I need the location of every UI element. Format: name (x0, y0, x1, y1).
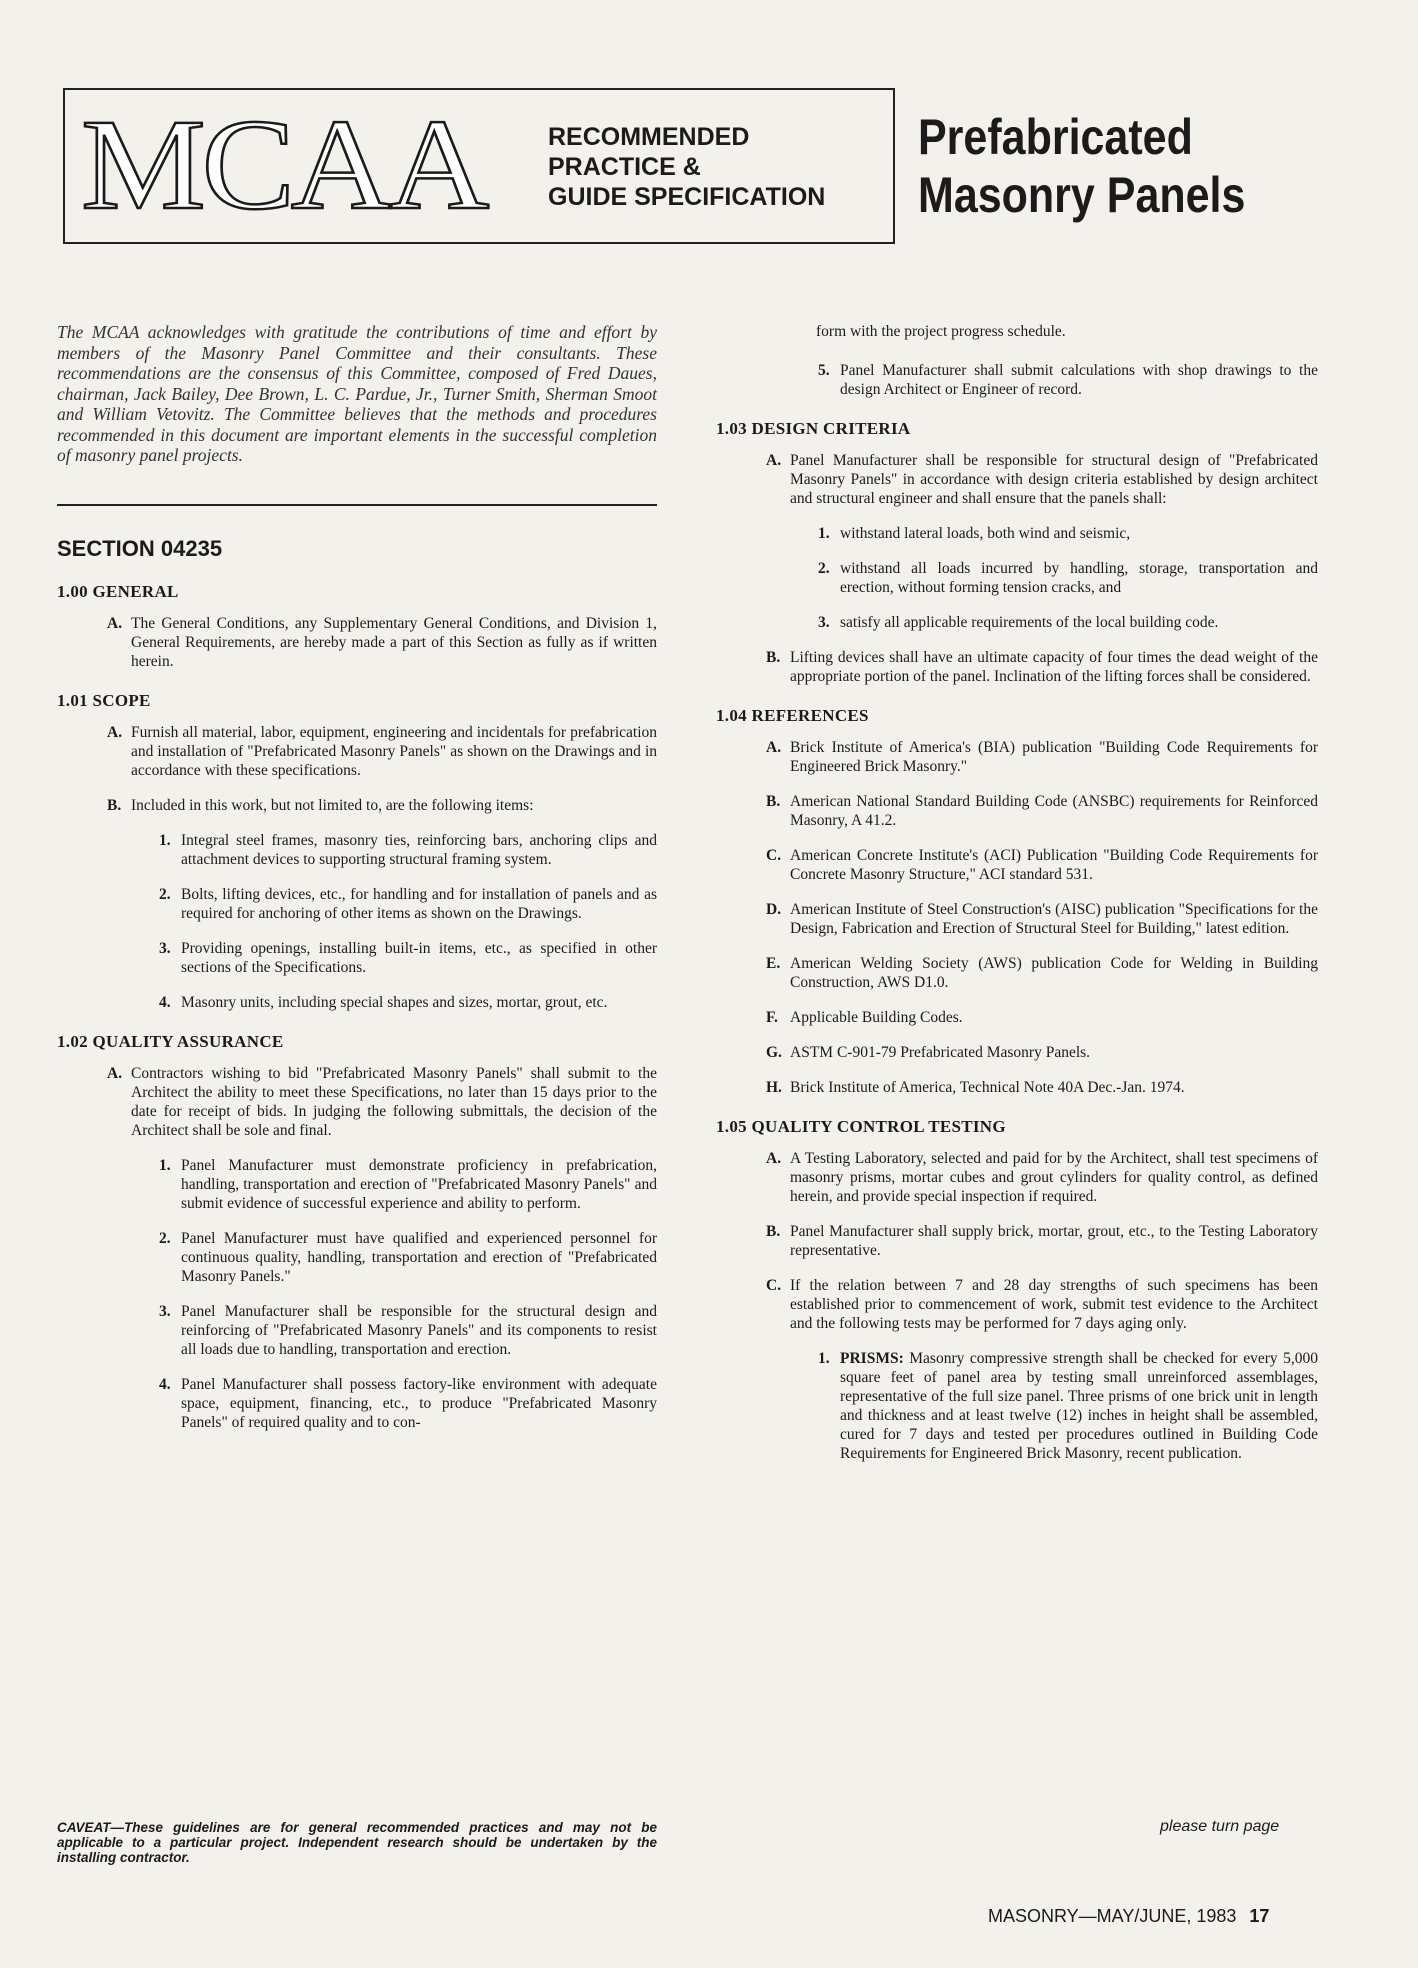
tagline (548, 122, 825, 212)
list-item (57, 1156, 657, 1213)
item-text: Brick Institute of America, Technical Note 40A Dec.-Jan. 1974. (790, 1079, 1185, 1096)
item-marker: A. (766, 739, 782, 756)
heading-quality-assurance: 1.02 QUALITY ASSURANCE (57, 1031, 284, 1051)
item-marker: B. (766, 649, 781, 666)
item-marker: 1. (818, 1350, 830, 1367)
continued-text: form with the project progress schedule. (816, 323, 1066, 340)
list-item (57, 796, 657, 815)
list-item (716, 613, 1318, 632)
item-marker: 2. (159, 1229, 171, 1247)
item-marker: D. (766, 901, 782, 918)
list-item (716, 1222, 1318, 1260)
list-item (716, 846, 1318, 884)
list-item (716, 1349, 1318, 1463)
intro-paragraph: The MCAA acknowledges with gratitude the contributions of time and effort by members of the Masonry Panel Committee and their consultants. These recommendations are the consensus of this Committee, composed of Fred Daues, chairman, Jack Bailey, Dee Brown, L. C. Pardue, Jr., Turner Smith, Sherman Smoot and William Vetovitz. The Committee believes that the methods and procedures recommended in this document are important elements in the successful completion of masonry panel projects. (57, 322, 657, 465)
item-marker: C. (766, 1277, 782, 1294)
item-text: American National Standard Building Code (ANSBC) requirements for Reinforced Masonry, A 41.2. (790, 793, 1318, 829)
list-item (57, 831, 657, 869)
item-marker: B. (107, 796, 122, 814)
item-text: withstand lateral loads, both wind and seismic, (840, 525, 1131, 542)
item-marker: A. (766, 452, 782, 469)
list-item (57, 993, 657, 1012)
turn-page-note: please turn page (1160, 1818, 1280, 1835)
list-item (57, 1064, 657, 1140)
masthead-box (63, 88, 895, 244)
item-marker: A. (107, 1064, 123, 1082)
heading-references: 1.04 REFERENCES (716, 706, 869, 725)
list-item (716, 792, 1318, 830)
list-item (716, 559, 1318, 597)
title-line: Prefabricated (918, 109, 1193, 165)
item-text: American Institute of Steel Construction's (AISC) publication "Specifications for the Design, Fabrication and Erection of Structural Steel for Building," latest edition. (790, 901, 1318, 937)
page-number: 17 (1249, 1906, 1270, 1926)
list-item (57, 885, 657, 923)
item-text: Panel Manufacturer shall be responsible for the structural design and reinforcing of "Prefabricated Masonry Panels" and its components to resist all loads due to handling, transportation and erection. (181, 1302, 657, 1358)
section-title: SECTION 04235 (57, 535, 223, 561)
item-text: Applicable Building Codes. (790, 1009, 963, 1026)
item-text: American Concrete Institute's (ACI) Publication "Building Code Requirements for Concrete Masonry Structure," ACI standard 531. (790, 847, 1318, 883)
prisms-label: PRISMS: (840, 1350, 904, 1367)
left-column (57, 322, 657, 1448)
item-marker: C. (766, 847, 782, 864)
item-text: American Welding Society (AWS) publication Code for Welding in Building Construction, AWS D1.0. (790, 955, 1318, 991)
item-marker: 3. (159, 1302, 171, 1320)
caveat-note: CAVEAT—These guidelines are for general recommended practices and may not be applicable to a particular project. Independent research should be undertaken by the installing contractor. (57, 1820, 657, 1865)
item-marker: E. (766, 955, 781, 972)
heading-design-criteria: 1.03 DESIGN CRITERIA (716, 419, 911, 438)
list-item (716, 361, 1318, 399)
tagline-line: RECOMMENDED (548, 123, 750, 151)
mcaa-logo: MCAA (81, 93, 486, 237)
list-item (716, 954, 1318, 992)
list-item (716, 900, 1318, 938)
item-text: Panel Manufacturer shall submit calculations with shop drawings to the design Architect or Engineer of record. (840, 362, 1318, 398)
item-text (840, 1349, 1318, 1463)
page-footer (988, 1906, 1269, 1927)
tagline-line: GUIDE SPECIFICATION (548, 183, 826, 211)
item-marker: 4. (159, 1375, 171, 1393)
heading-scope: 1.01 SCOPE (57, 690, 151, 710)
item-text: Panel Manufacturer shall possess factory-like environment with adequate space, equipment, financing, etc., to produce "Prefabricated Masonry Panels" of required quality and to con- (181, 1375, 657, 1431)
prisms-text: Masonry compressive strength shall be checked for every 5,000 square feet of panel area by testing small unreinforced assemblages, representative of the full size panel. Three prisms of one brick unit in length and thickness and at least twelve (12) inches in height shall be assembled, cured for 7 days and tested per procedures outlined in Building Code Requirements for Engineered Brick Masonry, recent publication. (840, 1350, 1319, 1462)
list-item (716, 1149, 1318, 1206)
list-item (716, 1276, 1318, 1333)
list-item (716, 648, 1318, 686)
list-item (716, 451, 1318, 508)
item-marker: 1. (159, 1156, 171, 1174)
item-marker: 4. (159, 993, 171, 1011)
item-text: Contractors wishing to bid "Prefabricated Masonry Panels" shall submit to the Architect the ability to meet these Specifications, no later than 15 days prior to the date for receipt of bids. In judging the following submittals, the decision of the Architect shall be sole and final. (131, 1064, 657, 1139)
heading-quality-control-testing: 1.05 QUALITY CONTROL TESTING (716, 1117, 1006, 1136)
item-text: Furnish all material, labor, equipment, engineering and incidentals for prefabrication and installation of "Prefabricated Masonry Panels" as shown on the Drawings and in accordance with these specifications. (131, 723, 657, 779)
item-text: Panel Manufacturer shall be responsible for structural design of "Prefabricated Masonry Panels" in accordance with design criteria established by design architect and structural engineer and shall ensure that the panels shall: (790, 452, 1318, 507)
list-item (716, 1008, 1318, 1027)
item-text: satisfy all applicable requirements of the local building code. (840, 614, 1219, 631)
item-text: Integral steel frames, masonry ties, reinforcing bars, anchoring clips and attachment devices to supporting structural framing system. (181, 831, 657, 868)
title-line: Masonry Panels (918, 167, 1246, 223)
list-item (57, 1375, 657, 1432)
item-marker: B. (766, 1223, 781, 1240)
item-marker: A. (107, 723, 123, 741)
tagline-line: PRACTICE & (548, 153, 701, 181)
item-marker: A. (107, 614, 123, 632)
item-marker: A. (766, 1150, 782, 1167)
item-marker: 5. (818, 362, 830, 379)
list-item (57, 1229, 657, 1286)
item-marker: 1. (159, 831, 171, 849)
list-item (716, 1043, 1318, 1062)
item-marker: 2. (159, 885, 171, 903)
list-item (57, 939, 657, 977)
item-text: If the relation between 7 and 28 day strengths of such specimens has been established prior to commencement of work, submit test evidence to the Architect and the following tests may be performed for 7 days aging only. (790, 1277, 1318, 1332)
page-title (918, 108, 1245, 224)
list-item (57, 614, 657, 671)
item-text: withstand all loads incurred by handling, storage, transportation and erection, without forming tension cracks, and (840, 560, 1318, 596)
heading-general: 1.00 GENERAL (57, 581, 179, 601)
item-text: ASTM C-901-79 Prefabricated Masonry Panels. (790, 1044, 1091, 1061)
item-text: Masonry units, including special shapes and sizes, mortar, grout, etc. (181, 993, 608, 1011)
item-marker: 3. (159, 939, 171, 957)
list-item (716, 524, 1318, 543)
item-text: Brick Institute of America's (BIA) publication "Building Code Requirements for Engineered Brick Masonry." (790, 739, 1318, 775)
item-text: Providing openings, installing built-in items, etc., as specified in other sections of the Specifications. (181, 939, 657, 976)
item-text: The General Conditions, any Supplementary General Conditions, and Division 1, General Requirements, are hereby made a part of this Section as fully as if written herein. (131, 614, 657, 670)
item-text: Included in this work, but not limited to, are the following items: (131, 796, 534, 814)
list-item (57, 723, 657, 780)
item-text: Panel Manufacturer must have qualified and experienced personnel for continuous quality, handling, transportation and erection of "Prefabricated Masonry Panels." (181, 1229, 657, 1285)
right-column (716, 322, 1318, 1479)
divider (57, 504, 657, 506)
item-text: Lifting devices shall have an ultimate capacity of four times the dead weight of the appropriate portion of the panel. Inclination of the lifting forces shall be considered. (790, 649, 1318, 685)
item-text: Panel Manufacturer must demonstrate proficiency in prefabrication, handling, transportation and erection of "Prefabricated Masonry Panels" and submit evidence of successful experience and ability to perform. (181, 1156, 657, 1212)
item-marker: F. (766, 1009, 778, 1026)
list-item (716, 1078, 1318, 1097)
item-marker: H. (766, 1079, 782, 1096)
list-item (716, 738, 1318, 776)
item-text: Panel Manufacturer shall supply brick, mortar, grout, etc., to the Testing Laboratory representative. (790, 1223, 1318, 1259)
item-marker: 3. (818, 614, 830, 631)
item-marker: 2. (818, 560, 830, 577)
item-marker: G. (766, 1044, 782, 1061)
list-item (57, 1302, 657, 1359)
item-marker: B. (766, 793, 781, 810)
footer-publication: MASONRY—MAY/JUNE, 1983 (988, 1906, 1237, 1926)
item-text: A Testing Laboratory, selected and paid for by the Architect, shall test specimens of masonry prisms, mortar cubes and grout cylinders for quality control, as defined herein, and provide special inspection if required. (790, 1150, 1318, 1205)
item-text: Bolts, lifting devices, etc., for handling and for installation of panels and as required for anchoring of other items as shown on the Drawings. (181, 885, 657, 922)
item-marker: 1. (818, 525, 830, 542)
